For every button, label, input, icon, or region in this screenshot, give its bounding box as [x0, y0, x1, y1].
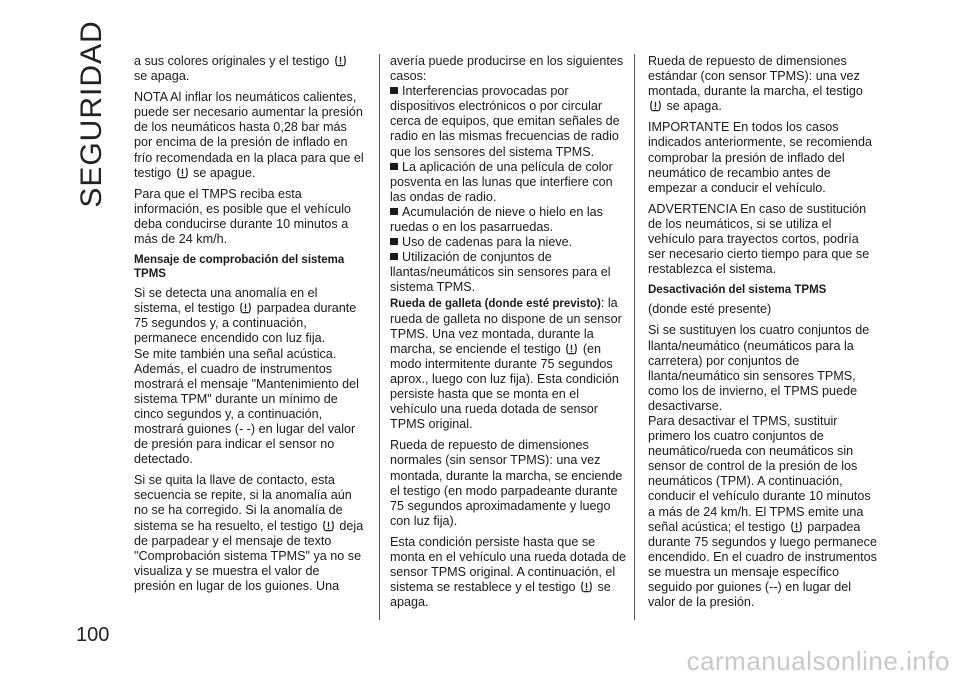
- paragraph: [134, 54, 364, 84]
- paragraph: ADVERTENCIA En caso de sustitución de los neumáticos, si se utiliza el vehículo para trayectos cortos, podría ser necesario cierto tiempo para que se restablezca el sistema.: [648, 201, 870, 277]
- paragraph: [134, 286, 364, 346]
- text-column-3: [648, 54, 878, 616]
- paragraph: [390, 535, 628, 610]
- text: a sus colores originales y el testigo: [134, 54, 330, 68]
- text: se apaga.: [134, 69, 190, 84]
- text: se apaga.: [390, 580, 611, 610]
- list-item: [390, 250, 628, 295]
- text: Utilización de conjuntos de llantas/neumáticos sin sensores para el sistema TPMS.: [390, 250, 611, 295]
- text: La aplicación de una película de color posventa en las lunas que interfiere con las ondas de radio.: [390, 159, 613, 204]
- paragraph: Si se sustituyen los cuatro conjuntos de llanta/neumático (neumáticos para la carretera) por conjuntos de llanta/neumático sin sensores TPMS, como los de invierno, el TPMS puede desactivarse.: [648, 323, 870, 413]
- tpms-warning-icon: [565, 342, 578, 355]
- text-column-2: [390, 54, 628, 616]
- paragraph: avería puede producirse en los siguientes casos:: [390, 54, 624, 84]
- column-divider: [634, 54, 635, 620]
- text: Acumulación de nieve o hielo en las ruedas o en los pasarruedas.: [390, 204, 603, 235]
- square-bullet-icon: [390, 208, 398, 215]
- text: Esta condición persiste hasta que se monta en el vehículo una rueda dotada de sensor TPMS original. A continuación, el sistema se restablece y el testigo: [390, 534, 626, 595]
- text: se apague.: [193, 165, 256, 180]
- paragraph: [390, 296, 628, 433]
- square-bullet-icon: [390, 238, 398, 245]
- tpms-warning-icon: [649, 99, 662, 112]
- text: Para desactivar el TPMS, sustituir primero los cuatro conjuntos de neumático/rueda con neumáticos sin sensor de control de la presión de los neumáticos (TPM). A continuación, conducir el vehículo durante 10 minutos a más de 24 km/h. El TPMS emite una señal acústica; el testigo: [648, 413, 871, 534]
- text: Interferencias provocadas por dispositivos electrónicos o por circular cerca de equipos, que emitan señales de radio en las mismas frecuencias de radio que los sensores del sistema TPMS.: [390, 84, 620, 159]
- section-heading: Desactivación del sistema TPMS: [648, 284, 827, 297]
- tpms-warning-icon: [322, 519, 335, 532]
- list-item: [390, 160, 628, 205]
- text-column-1: [134, 54, 364, 600]
- text: parpadea durante 75 segundos y, a continuación, permanece encendido con luz fija.: [134, 301, 357, 346]
- paragraph: [134, 90, 364, 181]
- text: se apaga.: [666, 99, 722, 114]
- page-number: 100: [76, 624, 110, 646]
- section-title: [70, 20, 114, 208]
- paragraph: IMPORTANTE En todos los casos indicados anteriormente, se recomienda comprobar la presión de inflado del neumático de recambio antes de empezar a conducir el vehículo.: [648, 120, 873, 195]
- text: : la rueda de galleta no dispone de un sensor TPMS. Una vez montada, durante la marcha, se enciende el testigo: [390, 295, 622, 356]
- section-title-text: SEGURIDAD: [75, 20, 108, 208]
- text: Uso de cadenas para la nieve.: [402, 235, 573, 250]
- text: Si se detecta una anomalía en el sistema, el testigo: [134, 286, 318, 316]
- square-bullet-icon: [390, 253, 398, 260]
- text: Rueda de repuesto de dimensiones estándar (con sensor TPMS): una vez montada, durante la marcha, el testigo: [648, 54, 863, 99]
- text: (en modo intermitente durante 75 segundos aprox., luego con luz fija). Esta condición persiste hasta que se monta en el vehículo una rueda dotada de sensor TPMS original.: [390, 341, 619, 432]
- tpms-warning-icon: [580, 580, 593, 593]
- text: parpadea durante 75 segundos y luego permanece encendido. En el cuadro de instrumentos se muestra un mensaje específico seguido por guiones (--) en lugar del valor de la presión.: [648, 519, 877, 610]
- inline-heading: Rueda de galleta (donde esté previsto): [390, 297, 601, 310]
- paragraph: [648, 54, 878, 114]
- tpms-warning-icon: [239, 301, 252, 314]
- text: deja de parpadear y el mensaje de texto "Comprobación sistema TPMS" ya no se visualiza y se muestra el valor de presión en lugar de los guiones. Una: [134, 518, 364, 593]
- list-item: [390, 84, 628, 159]
- text: Si se quita la llave de contacto, esta secuencia se repite, si la anomalía aún no se ha corregido. Si la anomalía de sistema se ha resuelto, el testigo: [134, 473, 352, 533]
- paragraph: [134, 473, 364, 594]
- square-bullet-icon: [390, 87, 398, 94]
- paragraph: Se mite también una señal acústica. Además, el cuadro de instrumentos mostrará el mensaje "Mantenimiento del sistema TPM" durante un mínimo de cinco segundos y, a continuación, mostrará guiones (- -) en lugar del valor de presión para indicar el sensor no detectado.: [134, 346, 359, 467]
- paragraph: (donde esté presente): [648, 302, 772, 317]
- paragraph: Rueda de repuesto de dimensiones normales (sin sensor TPMS): una vez montada, durante la marcha, se enciende el testigo (en modo parpadeante durante 75 segundos aproximadamente y luego con luz fija).: [390, 438, 623, 528]
- tpms-warning-icon: [334, 54, 347, 67]
- paragraph: [648, 414, 878, 610]
- text: NOTA Al inflar los neumáticos calientes, puede ser necesario aumentar la presión de los neumáticos hasta 0,28 bar más por encima de la presión de inflado en frío recomendada en la placa para que el testigo: [134, 90, 364, 180]
- section-heading: Mensaje de comprobación del sistema TPMS: [134, 254, 345, 281]
- list-item: [390, 235, 628, 250]
- list-item: [390, 205, 628, 235]
- paragraph: Para que el TMPS reciba esta información, es posible que el vehículo deba conducirse durante 10 minutos a más de 24 km/h.: [134, 186, 352, 247]
- column-divider: [379, 54, 380, 620]
- tpms-warning-icon: [176, 166, 189, 179]
- watermark: carmanualsonline.info: [686, 646, 950, 676]
- square-bullet-icon: [390, 163, 398, 170]
- tpms-warning-icon: [790, 520, 803, 533]
